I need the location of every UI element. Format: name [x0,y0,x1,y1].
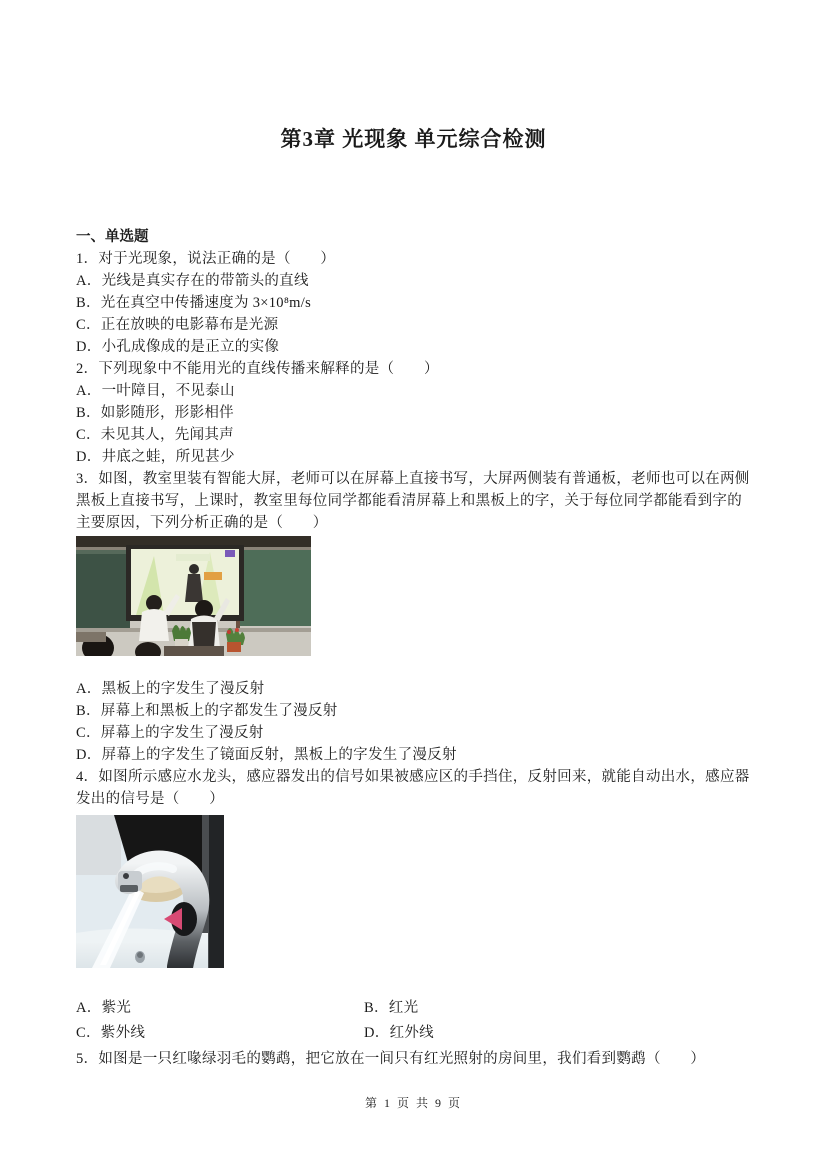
question-3-option-d: D．屏幕上的字发生了镜面反射，黑板上的字发生了漫反射 [76,747,457,763]
page-title: 第3章 光现象 单元综合检测 [280,127,547,151]
question-4-option-d: D．红外线 [364,1025,434,1041]
question-5-stem: 5．如图是一只红喙绿羽毛的鹦鹉，把它放在一间只有红光照射的房间里，我们看到鹦鹉（ ） [76,1051,706,1067]
screen-purple-tag [225,550,235,557]
spout-detail [123,873,129,879]
question-4-stem: 4．如图所示感应水龙头，感应器发出的信号如果被感应区的手挡住，反射回来，就能自动出水，感应器发出的信号是（ ） [76,769,750,807]
question-4-option-c: C．紫外线 [76,1025,146,1041]
question-3-option-a: A．黑板上的字发生了漫反射 [76,681,265,697]
question-2-option-a: A．一叶障目，不见泰山 [76,383,235,399]
question-4-options [76,997,751,1044]
foreground-desk [164,646,224,656]
faucet-aerator [120,885,138,892]
dark-right-column [208,815,224,968]
question-3-stem: 3．如图，教室里装有智能大屏，老师可以在屏幕上直接书写，大屏两侧装有普通板，老师也可以在两侧黑板上直接书写，上课时，教室里每位同学都能看清屏幕上和黑板上的字，关于每位同学都能看到字的主要原因，下列分析正确的是（ ） [76,471,750,531]
sink-drain-inner [137,952,143,958]
plant-right-pot [227,642,241,652]
faucet-photo-graphic [76,815,224,968]
section-heading-single-choice: 一、单选题 [76,229,149,245]
chalkboard-left [76,550,130,630]
question-2-option-b: B．如影随形，形影相伴 [76,405,234,421]
classroom-smartboard-photo [76,536,311,656]
teacher-head [189,564,199,574]
chalkboard-right [238,550,311,626]
document-content [0,126,827,1070]
question-1-option-a: A．光线是真实存在的带箭头的直线 [76,273,309,289]
question-1-option-c: C．正在放映的电影幕布是光源 [76,317,279,333]
question-2-option-c: C．未见其人，先闻其声 [76,427,234,443]
plant-right-flower1 [227,630,231,634]
plant-right-flower2 [235,628,239,632]
faucet-bg-topleft [76,815,121,875]
student-right-vest [192,622,216,648]
screen-title-band [176,554,210,561]
question-1-option-b: B．光在真空中传播速度为 3×10⁸m/s [76,295,312,311]
classroom-photo-graphic [76,536,311,656]
question-2-option-d: D．井底之蛙，所见甚少 [76,449,235,465]
chalkboard-left-top-frame [76,550,130,554]
foreground-desk-left [76,632,106,642]
student-left-head [146,595,162,611]
question-3-option-c: C．屏幕上的字发生了漫反射 [76,725,264,741]
student-left-shirt [139,609,169,641]
page-footer: 第 1 页 共 9 页 [364,1096,462,1110]
question-4-option-a: A．紫光 [76,1000,132,1016]
question-1-stem: 1．对于光现象，说法正确的是（ ） [76,251,336,267]
question-3-option-b: B．屏幕上和黑板上的字都发生了漫反射 [76,703,338,719]
screen-orange-label [204,572,222,580]
sensor-faucet-photo [76,815,224,968]
teacher-body [185,574,203,602]
question-4-option-b: B．红光 [364,1000,419,1016]
question-2-stem: 2．下列现象中不能用光的直线传播来解释的是（ ） [76,361,439,377]
student-right-head [195,600,213,618]
question-1-option-d: D．小孔成像成的是正立的实像 [76,339,280,355]
